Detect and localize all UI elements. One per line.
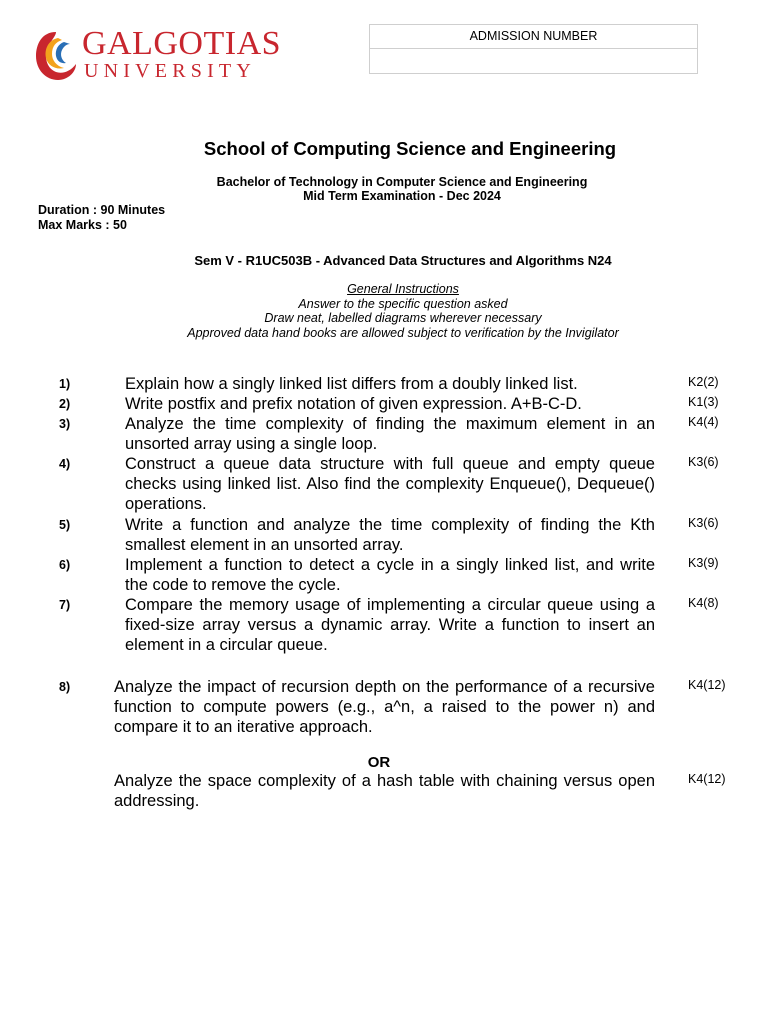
exam-meta [38,203,165,232]
or-separator: OR [367,754,391,771]
question-mark: K4(8) [688,596,719,610]
question-number: 8) [59,680,71,694]
question-mark: K3(9) [688,556,719,570]
instruction-item: Approved data hand books are allowed subject to verification by the Invigilator [187,325,619,340]
question-mark: K1(3) [688,395,719,409]
question-number: 3) [59,417,71,431]
question-text: Write postfix and prefix notation of given expression. A+B-C-D. [125,395,582,413]
exam-max-marks: Max Marks : 50 [38,217,127,232]
program-name: Bachelor of Technology in Computer Science and Engineering [216,175,588,189]
question-text: Analyze the time complexity of finding the maximum element in an unsorted array using a single loop. [125,415,655,454]
question-number: 1) [59,377,71,391]
logo-wordmark-line2: UNIVERSITY [84,60,256,82]
question-mark: K2(2) [688,375,719,389]
instruction-item: Draw neat, labelled diagrams wherever necessary [264,311,542,325]
question-number: 2) [59,397,71,411]
question-text: Write a function and analyze the time complexity of finding the Kth smallest element in an unsorted array. [125,516,655,555]
question-text: Construct a queue data structure with full queue and empty queue checks using linked list. Also find the complexity Enqueue(), Dequeue() operations. [125,455,655,514]
question-text: Analyze the impact of recursion depth on the performance of a recursive function to compute powers (e.g., a^n, a raised to the power n) and compare it to an iterative approach. [114,678,655,737]
university-logo [34,25,282,86]
question-text: Analyze the space complexity of a hash table with chaining versus open addressing. [114,772,655,811]
question-text: Explain how a singly linked list differs from a doubly linked list. [125,375,578,393]
general-instructions [0,282,768,340]
instruction-item: Answer to the specific question asked [298,296,508,311]
school-title: School of Computing Science and Engineering [203,138,617,159]
question-mark: K3(6) [688,455,719,469]
university-emblem-icon [34,28,78,82]
question-number: 7) [59,598,71,612]
question-number: 5) [59,518,71,532]
question-text: Compare the memory usage of implementing a circular queue using a fixed-size array versus a dynamic array. Write a function to insert an element in a circular queue. [125,596,655,655]
question-mark: K4(4) [688,415,719,429]
question-text: Implement a function to detect a cycle in a singly linked list, and write the code to remove the cycle. [125,556,655,595]
question-number: 6) [59,558,71,572]
program-block [0,175,768,203]
admission-number-box [369,24,698,74]
question-number: 4) [59,457,71,471]
exam-duration: Duration : 90 Minutes [38,203,166,217]
question-mark: K4(12) [688,772,726,786]
question-mark: K3(6) [688,516,719,530]
question-mark: K4(12) [688,678,726,692]
course-title: Sem V - R1UC503B - Advanced Data Structures and Algorithms N24 [194,253,612,268]
logo-wordmark-line1: GALGOTIAS [82,25,282,62]
instructions-heading: General Instructions [347,282,459,296]
exam-name: Mid Term Examination - Dec 2024 [303,189,501,203]
admission-number-label: ADMISSION NUMBER [370,25,697,49]
admission-number-field[interactable] [370,49,697,73]
